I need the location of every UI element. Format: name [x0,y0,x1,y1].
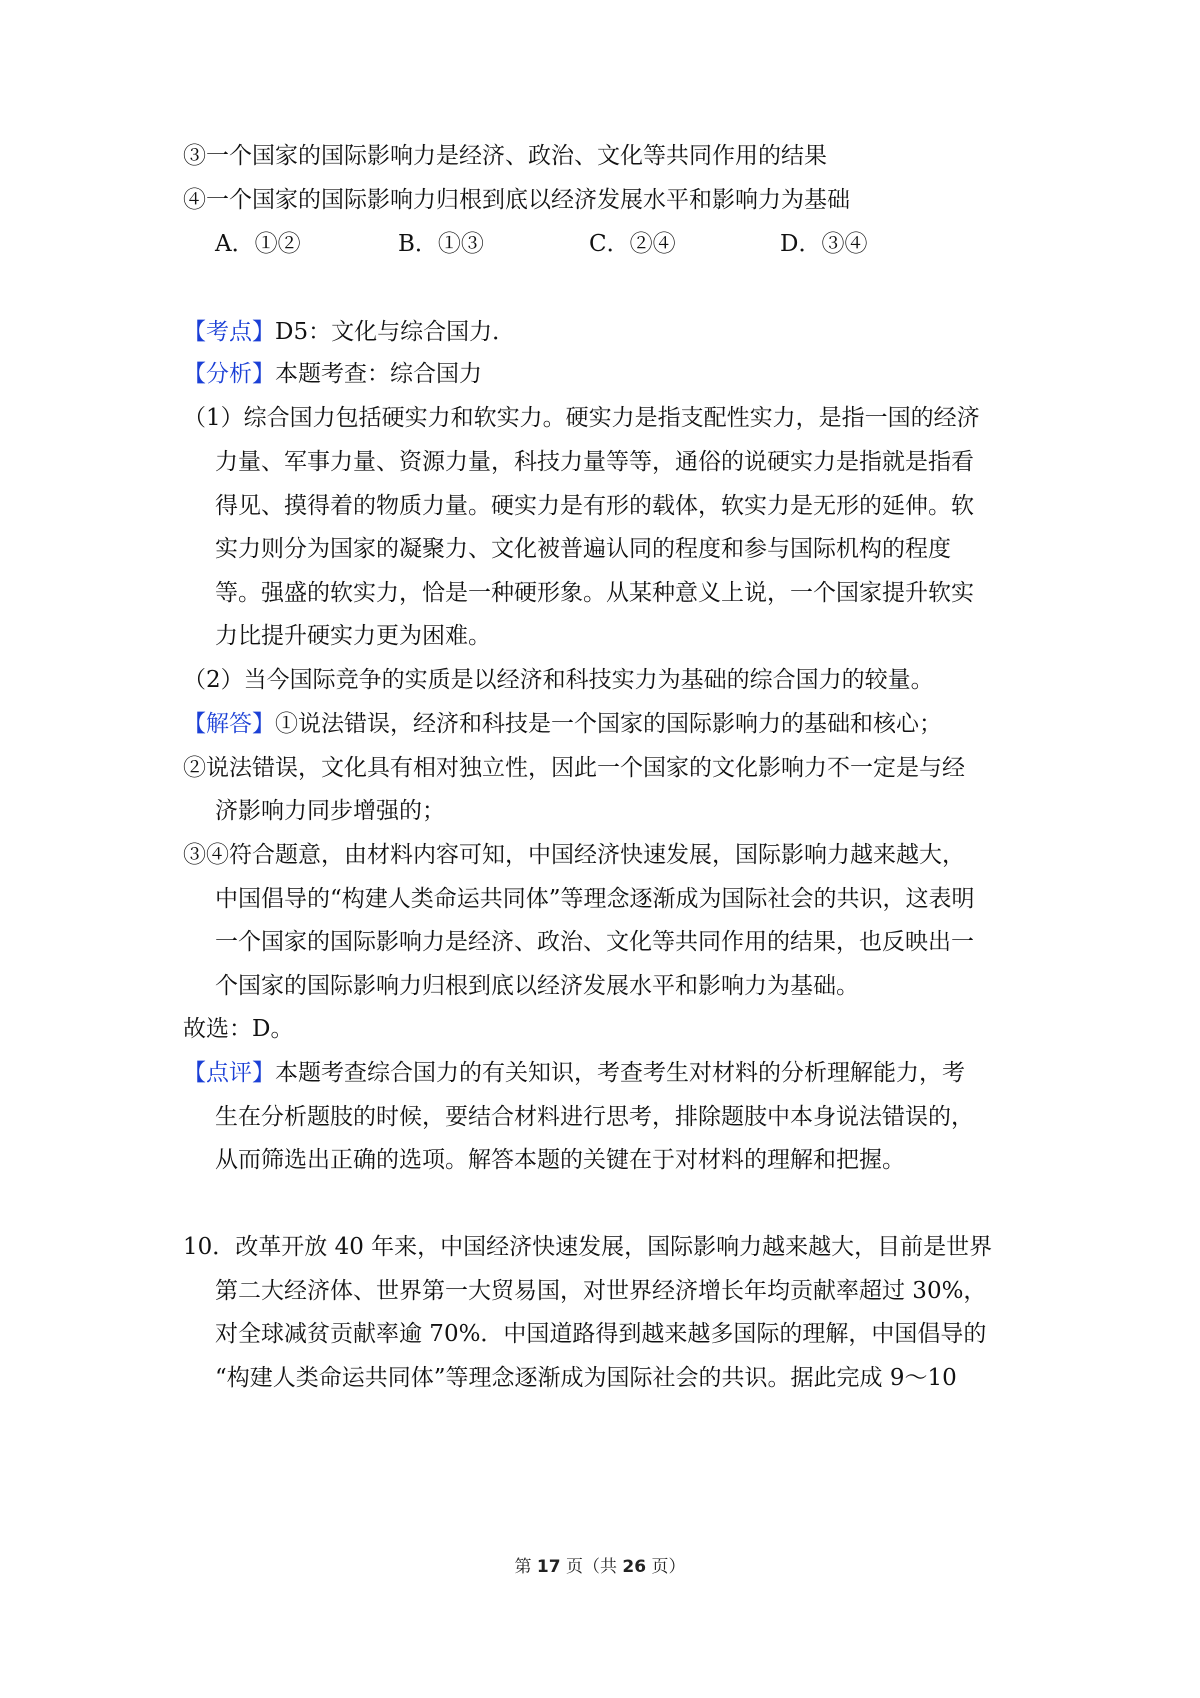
dianping-tag: 【点评】 [183,1060,275,1086]
answer-line: 故选：D。 [183,1016,294,1042]
jieda-line [183,708,942,740]
option-d: D．③④ [780,231,868,257]
page-footer [0,1555,1200,1579]
statement-3: ③一个国家的国际影响力是经济、政治、文化等共同作用的结果 [183,143,827,169]
footer-page-number: 17 [536,1557,561,1577]
fenxi-p1-line-6: 力比提升硬实力更为困难。 [215,623,491,649]
jieda-p3-line-2: 中国倡导的“构建人类命运共同体”等理念逐渐成为国际社会的共识，这表明 [215,886,975,912]
dianping-text: 本题考查综合国力的有关知识，考查考生对材料的分析理解能力，考 [275,1060,965,1086]
dianping-line-3: 从而筛选出正确的选项。解答本题的关键在于对材料的理解和把握。 [215,1147,905,1173]
question-10-line-3: 对全球减贫贡献率逾 70%．中国道路得到越来越多国际的理解，中国倡导的 [215,1321,987,1347]
footer-suffix: 页） [651,1557,686,1577]
footer-middle: 页（共 [566,1557,617,1577]
question-10-line-2: 第二大经济体、世界第一大贸易国，对世界经济增长年均贡献率超过 30%， [215,1278,987,1304]
jieda-p2-line-2: 济影响力同步增强的； [215,798,445,824]
question-10-line-4: “构建人类命运共同体”等理念逐渐成为国际社会的共识。据此完成 9～10 [215,1365,957,1391]
jieda-tag: 【解答】 [183,711,275,737]
jieda-p3-line-1: ③④符合题意，由材料内容可知，中国经济快速发展，国际影响力越来越大， [183,842,965,868]
footer-total-pages: 26 [622,1557,647,1577]
jieda-p3-line-4: 个国家的国际影响力归根到底以经济发展水平和影响力为基础。 [215,973,859,999]
dianping-line [183,1057,965,1089]
fenxi-p1-line-2: 力量、军事力量、资源力量，科技力量等等，通俗的说硬实力是指就是指看 [215,449,974,475]
kaodian-text: D5：文化与综合国力． [275,319,516,345]
option-b: B．①③ [398,231,484,257]
jieda-text: ①说法错误，经济和科技是一个国家的国际影响力的基础和核心； [275,711,942,737]
fenxi-text: 本题考查：综合国力 [275,361,482,387]
kaodian-line [183,316,515,348]
fenxi-line [183,358,482,390]
option-a: A．①② [215,231,301,257]
fenxi-p2: （2）当今国际竞争的实质是以经济和科技实力为基础的综合国力的较量。 [183,667,934,693]
fenxi-p1-line-1: （1）综合国力包括硬实力和软实力。硬实力是指支配性实力，是指一国的经济 [183,405,980,431]
jieda-p2-line-1: ②说法错误，文化具有相对独立性，因此一个国家的文化影响力不一定是与经 [183,755,965,781]
fenxi-p1-line-4: 实力则分为国家的凝聚力、文化被普遍认同的程度和参与国际机构的程度 [215,536,951,562]
fenxi-p1-line-5: 等。强盛的软实力，恰是一种硬形象。从某种意义上说，一个国家提升软实 [215,580,974,606]
fenxi-p1-line-3: 得见、摸得着的物质力量。硬实力是有形的载体，软实力是无形的延伸。软 [215,493,974,519]
kaodian-tag: 【考点】 [183,319,275,345]
option-c: C．②④ [589,231,676,257]
footer-prefix: 第 [514,1557,532,1577]
fenxi-tag: 【分析】 [183,361,275,387]
question-10-line-1: 10．改革开放 40 年来，中国经济快速发展，国际影响力越来越大，目前是世界 [183,1234,993,1260]
dianping-line-2: 生在分析题肢的时候，要结合材料进行思考，排除题肢中本身说法错误的， [215,1104,974,1130]
statement-4: ④一个国家的国际影响力归根到底以经济发展水平和影响力为基础 [183,187,850,213]
jieda-p3-line-3: 一个国家的国际影响力是经济、政治、文化等共同作用的结果，也反映出一 [215,929,974,955]
